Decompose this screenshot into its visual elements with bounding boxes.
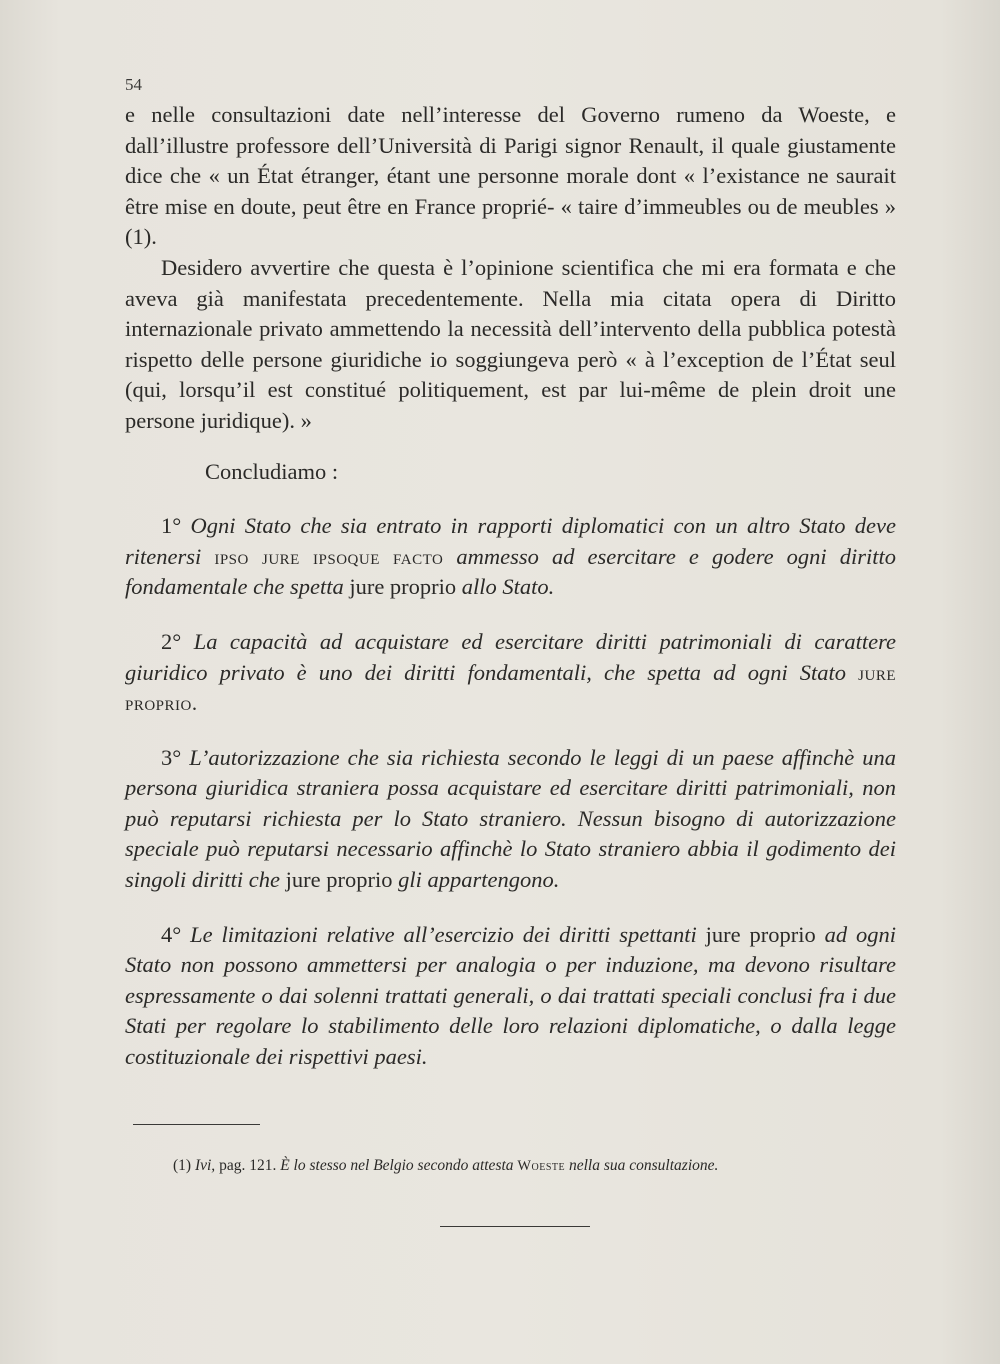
conclusion-1-text-c: ammesso ad esercitare e godere ogni diritto fondamentale che spetta bbox=[125, 543, 897, 600]
paragraph-1-line-5: « taire d’immeubles ou de meubles » (1). bbox=[125, 193, 897, 250]
footnote bbox=[133, 1154, 895, 1178]
concludiamo-heading: Concludiamo : bbox=[205, 458, 339, 484]
conclusion-1-latin: ipso jure ipsoque facto bbox=[214, 544, 444, 569]
paragraph-1-line-4: « l’existance ne saurait être mise en doute, peut être en France proprié- bbox=[125, 163, 896, 219]
conclusion-1-text-a: Ogni Stato che sia entrato in rapporti diplomatici con un altro Stato deve ritenersi bbox=[125, 513, 896, 569]
end-divider bbox=[440, 1226, 590, 1227]
conclusion-4 bbox=[125, 920, 896, 1073]
conclusion-3 bbox=[125, 743, 896, 896]
conclusion-1 bbox=[125, 511, 896, 603]
footnote-text-e: nella sua consultazione. bbox=[569, 1157, 719, 1174]
footnote-page-ref: pag. 121. bbox=[219, 1157, 277, 1174]
paragraph-1-line-3: giustamente dice che « un État étranger, étant une personne morale dont bbox=[125, 132, 896, 189]
paragraph-1-line-1: e nelle consultazioni date nell’interesse del Governo rumeno da Woeste, bbox=[125, 102, 870, 127]
footnote-ivi: Ivi, bbox=[194, 1157, 216, 1174]
conclusion-2-text-a: La capacità ad acquistare ed esercitare diritti patrimoniali di carattere giuridico privato è uno dei diritti fondamentali, che spetta ad ogni Stato bbox=[125, 628, 897, 685]
conclusion-4-text-c: ad ogni Stato non possono ammettersi per analogia o per induzione, ma devono risultare espressamente o dai solenni trattati generali, o dai trattati speciali conclusi fra i due Stati per regolare lo stabilimento delle loro relazioni diplomatiche, o dalla legge costituzionale dei rispettivi paesi. bbox=[125, 921, 897, 1070]
conclusion-3-text-c: gli appartengono. bbox=[398, 867, 560, 893]
conclusion-2-number: 2° bbox=[161, 628, 182, 654]
conclusion-4-jure-proprio: jure proprio bbox=[705, 921, 816, 947]
conclusion-1-number: 1° bbox=[161, 513, 182, 539]
page-number: 54 bbox=[125, 75, 142, 94]
conclusion-1-text-e: allo Stato. bbox=[461, 574, 555, 600]
paragraph-1-line-2: e dall’illustre professore dell’Università di Parigi signor Renault, il quale bbox=[125, 102, 896, 158]
footnote-text-c: È lo stesso nel Belgio secondo attesta bbox=[280, 1157, 514, 1174]
conclusion-2-jure-proprio: jure proprio. bbox=[125, 660, 896, 716]
footnote-woeste: Woeste bbox=[517, 1158, 566, 1174]
conclusion-1-jure-proprio: jure proprio bbox=[349, 574, 457, 600]
body-text bbox=[125, 100, 896, 1073]
paragraph-1 bbox=[125, 100, 896, 253]
conclusion-3-number: 3° bbox=[161, 744, 182, 770]
conclusion-4-number: 4° bbox=[161, 921, 182, 947]
footnote-divider bbox=[133, 1124, 260, 1125]
footnote-marker: (1) bbox=[173, 1157, 192, 1174]
paragraph-2: Desidero avvertire che questa è l’opinione scientifica che mi era formata e che aveva già manifestata precedentemente. Nella mia citata opera di Diritto internazionale privato ammettendo la necessità dell’intervento della pubblica potestà rispetto delle persone giuridiche io soggiungeva però « à l’exception de l’État seul (qui, lorsqu’il est constitué politiquement, est par lui-même de plein droit une persone juridique). » bbox=[125, 254, 896, 433]
conclusion-4-text-a: Le limitazioni relative all’esercizio dei diritti spettanti bbox=[190, 921, 697, 947]
conclusion-3-text-a: L’autorizzazione che sia richiesta secondo le leggi di un paese affinchè una persona giuridica straniera possa acquistare ed esercitare diritti patrimoniali, non può reputarsi richiesta per lo Stato straniero. Nessun bisogno di autorizzazione speciale può reputarsi necessario affinchè lo Stato straniero abbia il godimento dei singoli diritti che bbox=[125, 744, 897, 893]
conclusion-2 bbox=[125, 627, 896, 719]
conclusion-3-jure-proprio: jure proprio bbox=[285, 867, 393, 893]
